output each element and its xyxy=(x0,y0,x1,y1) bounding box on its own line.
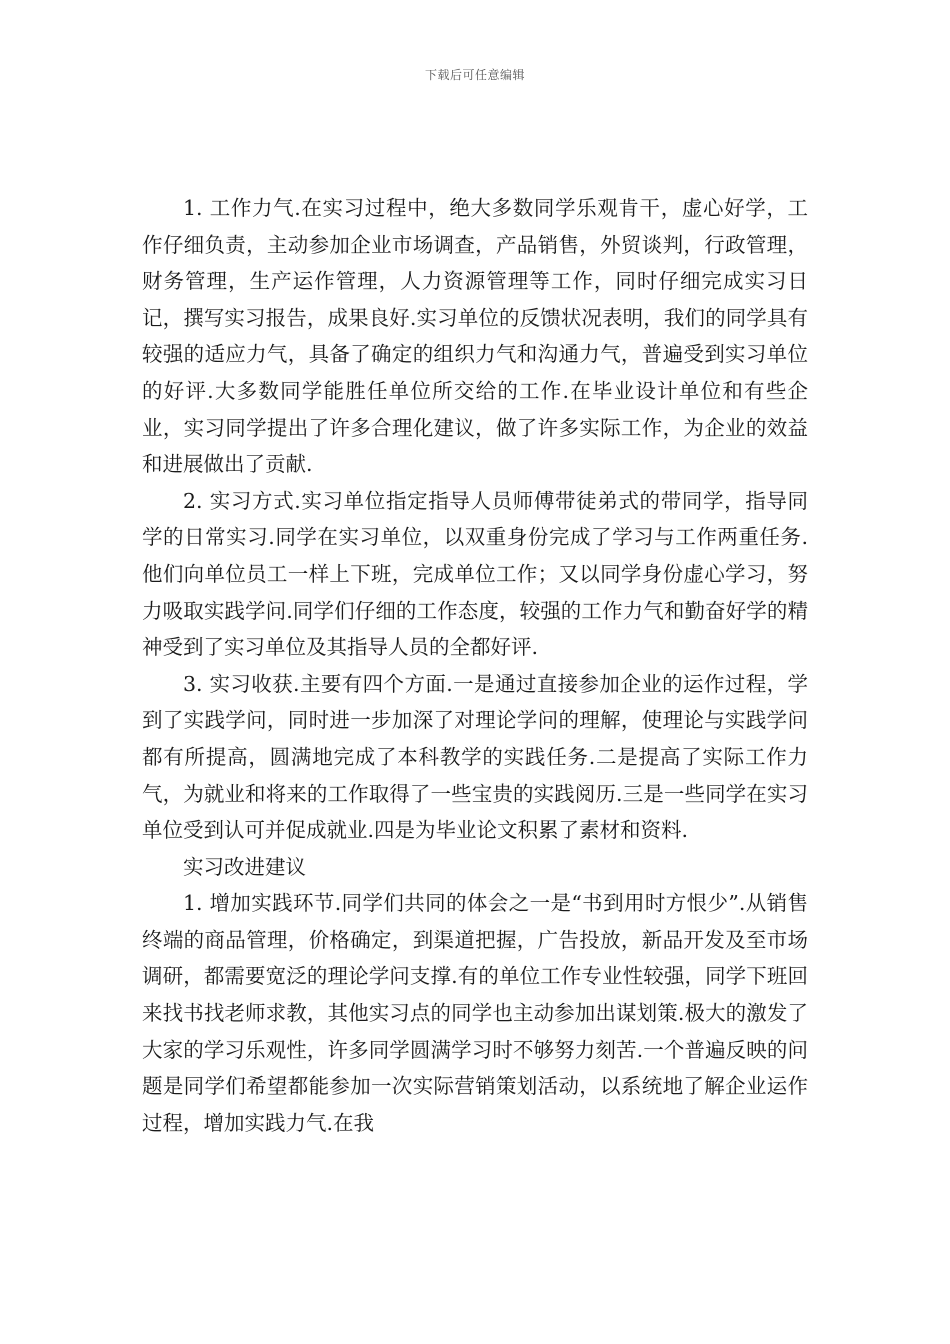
paragraph-add-practice: 1. 增加实践环节.同学们共同的体会之一是“书到用时方恨少”.从销售终端的商品管理，价格确定，到渠道把握，广告投放，新品开发及至市场调研，都需要宽泛的理论学问支撑.有的单位工作专业性较强，同学下班回来找书找老师求教，其他实习点的同学也主动参加出谋划策.极大的激发了大家的学习乐观性，许多同学圆满学习时不够努力刻苦.一个普遍反映的问题是同学们希望都能参加一次实际营销策划活动，以系统地了解企业运作过程，增加实践力气.在我 xyxy=(142,891,808,1135)
document-body xyxy=(142,190,808,1141)
paragraph-internship-gains: 3. 实习收获.主要有四个方面.一是通过直接参加企业的运作过程，学到了实践学问，同时进一步加深了对理论学问的理解，使理论与实践学问都有所提高，圆满地完成了本科教学的实践任务.二是提高了实际工作力气，为就业和将来的工作取得了一些宝贵的实践阅历.三是一些同学在实习单位受到认可并促成就业.四是为毕业论文积累了素材和资料. xyxy=(142,671,808,843)
section-heading: 实习改进建议 xyxy=(183,854,306,879)
page-header: 下载后可任意编辑 xyxy=(424,68,525,82)
paragraph-work-ability: 1. 工作力气.在实习过程中，绝大多数同学乐观肯干，虚心好学，工作仔细负责，主动参加企业市场调查，产品销售，外贸谈判，行政管理，财务管理，生产运作管理，人力资源管理等工作，同时仔细完成实习日记，撰写实习报告，成果良好.实习单位的反馈状况表明，我们的同学具有较强的适应力气，具备了确定的组织力气和沟通力气，普遍受到实习单位的好评.大多数同学能胜任单位所交给的工作.在毕业设计单位和有些企业，实习同学提出了许多合理化建议，做了许多实际工作，为企业的效益和进展做出了贡献. xyxy=(142,196,808,477)
paragraph-internship-method: 2. 实习方式.实习单位指定指导人员师傅带徒弟式的带同学，指导同学的日常实习.同学在实习单位，以双重身份完成了学习与工作两重任务.他们向单位员工一样上下班，完成单位工作；又以同学身份虚心学习，努力吸取实践学问.同学们仔细的工作态度，较强的工作力气和勤奋好学的精神受到了实习单位及其指导人员的全都好评. xyxy=(142,488,808,660)
